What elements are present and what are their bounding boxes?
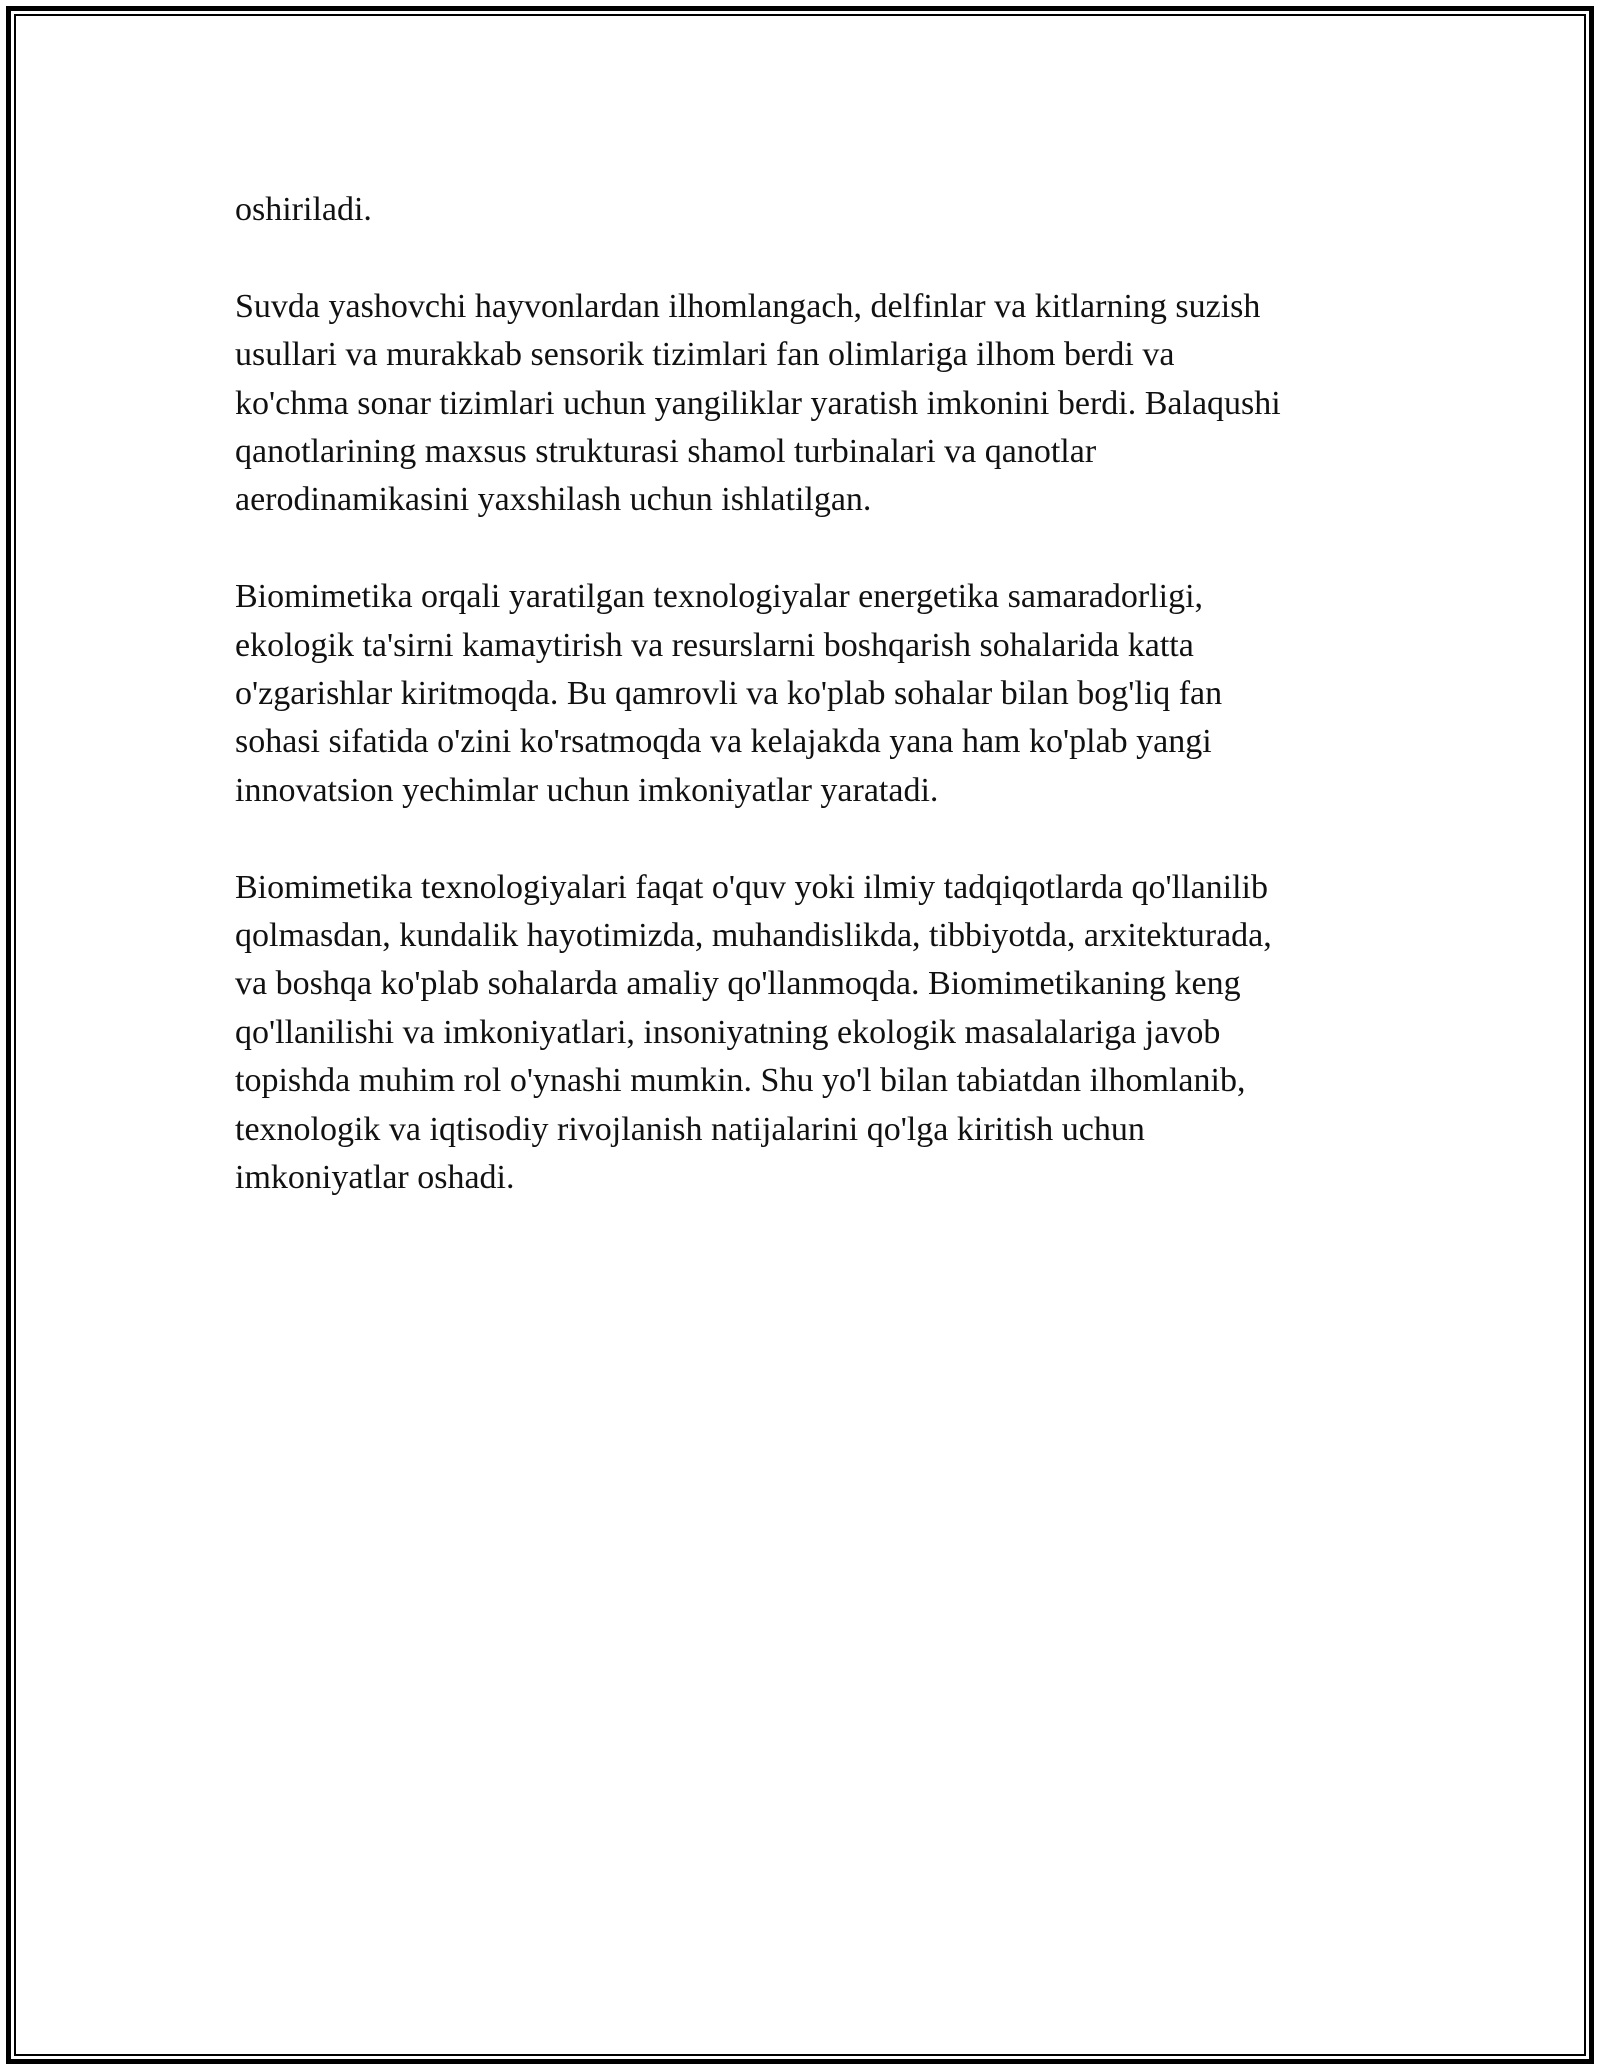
text-line: usullari va murakkab sensorik tizimlari fan olimlariga ilhom berdi va bbox=[235, 336, 1175, 374]
paragraph-4 bbox=[235, 864, 1395, 1203]
text-line: imkoniyatlar oshadi. bbox=[235, 1159, 515, 1197]
text-line: oshiriladi. bbox=[235, 191, 372, 228]
document-body bbox=[235, 186, 1395, 1251]
text-line: texnologik va iqtisodiy rivojlanish natijalarini qo'lga kiritish uchun bbox=[235, 1110, 1145, 1148]
text-line: Biomimetika texnologiyalari faqat o'quv yoki ilmiy tadqiqotlarda qo'llanilib bbox=[235, 868, 1268, 906]
paragraph-1 bbox=[235, 186, 1395, 234]
text-line: ekologik ta'sirni kamaytirish va resurslarni boshqarish sohalarida katta bbox=[235, 626, 1194, 664]
text-line: va boshqa ko'plab sohalarda amaliy qo'llanmoqda. Biomimetikaning keng bbox=[235, 965, 1241, 1003]
text-line: qolmasdan, kundalik hayotimizda, muhandislikda, tibbiyotda, arxitekturada, bbox=[235, 917, 1272, 955]
text-line: qo'llanilishi va imkoniyatlari, insoniyatning ekologik masalalariga javob bbox=[235, 1013, 1221, 1051]
text-line: Biomimetika orqali yaratilgan texnologiyalar energetika samaradorligi, bbox=[235, 578, 1204, 616]
text-line: Suvda yashovchi hayvonlardan ilhomlangach, delfinlar va kitlarning suzish bbox=[235, 287, 1261, 325]
paragraph-3 bbox=[235, 573, 1395, 815]
paragraph-2 bbox=[235, 283, 1395, 525]
text-line: ko'chma sonar tizimlari uchun yangiliklar yaratish imkonini berdi. Balaqushi bbox=[235, 384, 1281, 422]
text-line: topishda muhim rol o'ynashi mumkin. Shu yo'l bilan tabiatdan ilhomlanib, bbox=[235, 1062, 1246, 1100]
text-line: aerodinamikasini yaxshilash uchun ishlatilgan. bbox=[235, 481, 872, 519]
text-line: sohasi sifatida o'zini ko'rsatmoqda va kelajakda yana ham ko'plab yangi bbox=[235, 723, 1212, 761]
text-line: innovatsion yechimlar uchun imkoniyatlar yaratadi. bbox=[235, 771, 939, 809]
text-line: o'zgarishlar kiritmoqda. Bu qamrovli va ko'plab sohalar bilan bog'liq fan bbox=[235, 675, 1223, 713]
text-line: qanotlarining maxsus strukturasi shamol turbinalari va qanotlar bbox=[235, 433, 1097, 471]
